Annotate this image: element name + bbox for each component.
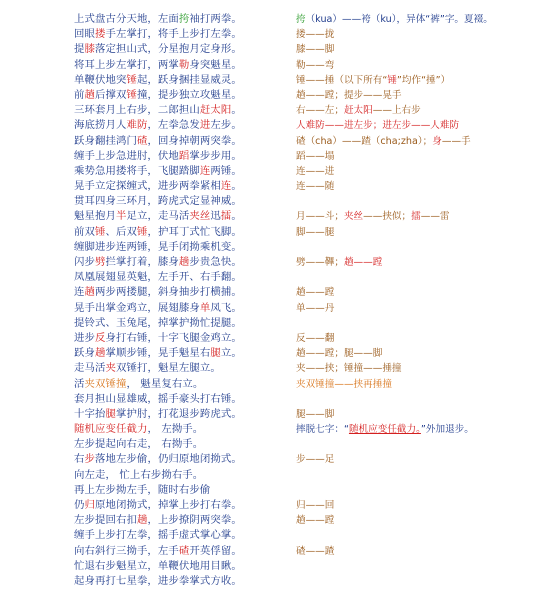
highlighted-char: 挎 <box>178 13 190 25</box>
verse-text: 乘势急用搂将手，飞腿踏脚 <box>74 164 200 177</box>
annotation-text: 人难防——进左步； <box>296 120 383 132</box>
verse-text: 向右斜行三拗手，左手 <box>74 544 179 557</box>
highlighted-char: 半 <box>115 210 127 223</box>
verse-text: 左步提起向右走， 右拗手。 <box>74 438 204 451</box>
verse-line <box>74 574 292 589</box>
verse-line <box>74 164 292 179</box>
annotation-column <box>296 12 556 589</box>
annotation-spacer <box>296 194 556 209</box>
verse-text: 向左走， 忙上右步拗右手。 <box>74 468 204 481</box>
verse-text: 左步提回右扣 <box>74 514 137 527</box>
annotation-spacer <box>296 468 556 483</box>
verse-line <box>74 42 292 57</box>
verse-line <box>74 285 292 300</box>
annotation-line <box>296 422 556 437</box>
verse-text: 起身再打七星拳，进步拳掌式方收。 <box>74 574 242 587</box>
annotation-text: 连——进 <box>296 165 335 177</box>
verse-line <box>74 361 292 376</box>
verse-text: 拦掌打着，膝身 <box>105 256 179 268</box>
verse-text: 右 <box>74 453 85 466</box>
verse-text: 三环套月上右步，二郎担山 <box>74 104 200 117</box>
annotation-line <box>296 12 556 27</box>
annotation-line <box>296 377 556 392</box>
verse-text: 迅 <box>210 210 221 223</box>
verse-text: 跃身 <box>74 347 95 360</box>
annotation-text: 腿——脚 <box>343 348 383 360</box>
verse-text: 上式盘古分天地，左面 <box>74 13 179 25</box>
verse-text: 缠脚进步连两锤，晃手闭拗乘机变。 <box>74 240 242 253</box>
verse-text: 晃手出掌金鸡立，展翅膝身 <box>74 301 200 314</box>
verse-text: 缠手上步急进肘，伏地 <box>74 149 179 162</box>
verse-text: 回眼 <box>74 28 95 41</box>
verse-text: 晃手立定探缠式，进步两拳紧相 <box>74 180 221 193</box>
annotation-line <box>296 513 556 528</box>
verse-line <box>74 12 292 27</box>
verse-text: 。 <box>231 180 242 193</box>
verse-text: 掌护肘，打花退步跨虎式。 <box>115 407 242 420</box>
annotation-line <box>296 498 556 513</box>
annotation-text: 随机应变任截力。 <box>348 424 421 436</box>
verse-text: 将耳上步左掌打，两掌 <box>74 58 179 71</box>
verse-text: 两步两搂腿，斜身抽步打横捕。 <box>95 286 242 299</box>
verse-line <box>74 134 292 149</box>
annotation-text: 摔脱七字：“ <box>296 424 349 436</box>
annotation-text: 碴——蹅 <box>296 545 335 557</box>
annotation-text: 进左步——人难防 <box>382 120 460 132</box>
annotation-line <box>296 544 556 559</box>
annotation-line <box>296 27 556 42</box>
verse-line <box>74 240 292 255</box>
verse-text: 。 <box>231 210 242 223</box>
verse-text: 起，跃身捆挂显威灵。 <box>136 73 242 86</box>
verse-text: 套月担山显雄威，摇手豪头打右锤。 <box>74 392 242 405</box>
annotation-line <box>296 361 556 376</box>
highlighted-char: 步 <box>84 453 95 466</box>
verse-line <box>74 513 292 528</box>
highlighted-char: 锤 <box>126 73 137 86</box>
annotation-line <box>296 225 556 240</box>
verse-text: 身打右锤，十字飞腿金鸡立。 <box>105 331 242 344</box>
highlighted-char: 腿 <box>105 407 116 420</box>
annotation-line <box>296 407 556 422</box>
verse-text: 落定担山式，分星抱月定身形。 <box>95 43 242 56</box>
annotation-spacer <box>296 240 556 255</box>
highlighted-char: 锤 <box>126 88 137 101</box>
verse-text: 凤凰展翅显英魁，左手开、右手翻。 <box>74 271 242 284</box>
annotation-text: 步——足 <box>296 454 335 466</box>
highlighted-char: 擂 <box>220 210 232 223</box>
verse-text: 前双 <box>74 225 95 238</box>
annotation-line <box>296 88 556 103</box>
highlighted-char: 进 <box>199 119 211 132</box>
annotation-text: ——雷 <box>420 211 450 223</box>
verse-text: 十字抬 <box>74 407 106 420</box>
annotation-text: 锤——捶（以下所有“ <box>296 74 388 86</box>
verse-text: ，护耳丁式忙飞脚。 <box>147 225 242 238</box>
annotation-line <box>296 149 556 164</box>
annotation-text: 右——左； <box>296 105 344 117</box>
verse-line <box>74 149 292 164</box>
annotation-text: ”均作“捶”） <box>396 74 451 86</box>
verse-text: 步贵急快。 <box>189 256 242 268</box>
verse-text: 掌顺步锤，晃手魁星右 <box>105 347 211 360</box>
verse-line <box>74 468 292 483</box>
annotation-text: 归——回 <box>296 500 335 511</box>
highlighted-char: 夹丝 <box>189 210 211 223</box>
annotation-line <box>296 452 556 467</box>
verse-line <box>74 270 292 285</box>
annotation-text: 趟——蹚； <box>296 348 344 360</box>
verse-line <box>74 316 292 331</box>
verse-text: 单鞭伏地突 <box>74 73 127 86</box>
annotation-line <box>296 209 556 224</box>
highlighted-char: 膝 <box>84 43 95 56</box>
annotation-line <box>296 285 556 300</box>
verse-text: 身突魁星。 <box>189 58 242 71</box>
verse-text: 足立，走马活 <box>126 210 190 223</box>
verse-line <box>74 346 292 361</box>
verse-text: 撞，提步独立攻魁星。 <box>136 88 242 101</box>
verse-text: 掌步步用。 <box>189 149 242 162</box>
annotation-text: ”外加退步。 <box>420 424 474 436</box>
verse-text: 走马活 <box>74 362 106 375</box>
highlighted-char: 连 <box>199 164 211 177</box>
annotation-spacer <box>296 559 556 574</box>
verse-text: 立。 <box>220 347 242 360</box>
verse-text: 双锤打，魁星左腿立。 <box>115 362 221 375</box>
annotation-line <box>296 255 556 270</box>
highlighted-char: 随机应变任截力 <box>74 423 148 436</box>
verse-line <box>74 392 292 407</box>
verse-text: ， 左拗手。 <box>147 423 204 436</box>
annotation-text: 夹双锤撞——挟再捶撞 <box>296 378 392 390</box>
verse-text: 闪步 <box>74 256 95 268</box>
verse-text: 进步 <box>74 331 95 344</box>
highlighted-char: 劈 <box>94 256 106 268</box>
annotation-line <box>296 331 556 346</box>
verse-line <box>74 209 292 224</box>
annotation-text: 挎 <box>296 14 306 25</box>
verse-line <box>74 58 292 73</box>
annotation-line <box>296 346 556 361</box>
verse-text: 跃身翻挂鸿门 <box>74 134 137 147</box>
annotation-line <box>296 103 556 118</box>
verse-line <box>74 483 292 498</box>
annotation-text: 脚——腿 <box>296 226 335 238</box>
highlighted-char: 赶太阳 <box>199 104 232 117</box>
verse-text: 缠手上步打左拳，摇手虚式掌心掌。 <box>74 529 242 542</box>
annotation-line <box>296 73 556 88</box>
annotation-spacer <box>296 270 556 285</box>
annotation-spacer <box>296 528 556 543</box>
verse-text: 左步。 <box>210 119 242 132</box>
verse-line <box>74 103 292 118</box>
annotation-text: 蹈——塌 <box>296 150 335 162</box>
annotation-text: ——上右步 <box>372 105 421 117</box>
highlighted-char: 连 <box>220 180 232 193</box>
annotation-text: 提步——晃手 <box>343 89 402 101</box>
annotation-spacer <box>296 437 556 452</box>
annotation-text: （kua）—— <box>305 14 362 25</box>
annotation-text: 单——丹 <box>296 302 335 314</box>
verse-text: 活 <box>74 377 85 390</box>
annotation-text: 碴（cha）——蹅（cha;zha）； <box>296 135 433 147</box>
verse-line <box>74 179 292 194</box>
annotation-text: 赶太阳 <box>343 105 373 117</box>
annotation-line <box>296 118 556 133</box>
verse-line <box>74 437 292 452</box>
verse-line <box>74 301 292 316</box>
annotation-text: 膝——脚 <box>296 44 335 56</box>
verse-text: 开英俘留。 <box>189 544 242 557</box>
highlighted-char: 单 <box>199 301 211 314</box>
verse-text: 连 <box>74 286 85 299</box>
highlighted-char: 反 <box>94 331 106 344</box>
highlighted-char: 趟 <box>94 347 106 360</box>
annotation-text: 锤 <box>387 74 397 86</box>
verse-line <box>74 407 292 422</box>
annotation-text: 勒——弯 <box>296 59 335 71</box>
annotation-text: 反——翻 <box>296 332 335 344</box>
annotation-text: 趟——蹚 <box>296 287 335 299</box>
highlighted-char: 趟 <box>84 286 95 299</box>
highlighted-char: 碴 <box>178 544 190 557</box>
verse-text: 原地闭拗式，掉掌上步打右拳。 <box>95 499 242 511</box>
annotation-line <box>296 58 556 73</box>
verse-text: 后撑双 <box>95 88 127 101</box>
verse-text: 前 <box>74 88 85 101</box>
highlighted-char: 勒 <box>178 58 190 71</box>
verse-text: 两锤。 <box>210 164 242 177</box>
verse-line <box>74 194 292 209</box>
highlighted-char: 夹双锤撞 <box>84 377 127 390</box>
annotation-line <box>296 134 556 149</box>
verse-text: 提 <box>74 43 85 56</box>
highlighted-char: 趟 <box>84 88 95 101</box>
verse-text: 凤飞。 <box>210 301 242 314</box>
verse-text: 、后双 <box>105 225 137 238</box>
highlighted-char: 搂 <box>94 28 106 41</box>
verse-text: 仍 <box>74 499 85 511</box>
highlighted-char: 锤 <box>136 225 148 238</box>
verse-line <box>74 528 292 543</box>
annotation-text: 腿——脚 <box>296 408 335 420</box>
highlighted-char: 腿 <box>210 347 221 360</box>
annotation-text: 趟——蹚 <box>296 515 335 527</box>
annotation-text: 趟——蹚 <box>343 257 383 268</box>
annotation-text: ——挟似； <box>363 211 412 223</box>
annotation-text: 夹——挟； <box>296 363 344 375</box>
verse-line <box>74 88 292 103</box>
annotation-text: 月——斗； <box>296 211 344 223</box>
verse-line <box>74 544 292 559</box>
verse-line <box>74 559 292 574</box>
annotation-line <box>296 301 556 316</box>
verse-line <box>74 73 292 88</box>
verse-text: 手左掌打，将手上步打左拳。 <box>105 28 242 41</box>
annotation-text: 夹丝 <box>343 211 364 223</box>
annotation-line <box>296 164 556 179</box>
annotation-spacer <box>296 392 556 407</box>
annotation-text: 劈——鞸； <box>296 257 344 268</box>
verse-text: 贯耳四身三环月，跨虎式定显神威。 <box>74 195 242 208</box>
verse-line <box>74 331 292 346</box>
annotation-text: 搂——拢 <box>296 29 335 41</box>
verse-text: 袖打两拳。 <box>189 13 242 25</box>
verse-line <box>74 118 292 133</box>
highlighted-char: 归 <box>84 499 95 511</box>
verse-text: 落地左步偷，仍归原地闭拗式。 <box>95 453 242 466</box>
verse-text: 。 <box>231 104 242 117</box>
verse-column <box>74 12 292 589</box>
verse-text: 海底捞月人 <box>74 119 127 132</box>
verse-text: ，上步撩阴两突拳。 <box>147 514 242 527</box>
highlighted-char: 难防 <box>126 119 148 132</box>
verse-text: 忙退右步魁星立，单鞭伏地用目瞅。 <box>74 559 242 572</box>
verse-line <box>74 225 292 240</box>
annotation-text: 锤撞——捶撞 <box>343 363 402 375</box>
verse-line <box>74 452 292 467</box>
annotation-text: ——手 <box>441 135 471 147</box>
verse-text: 再上左步拗左手，随时右步偷 <box>74 483 211 496</box>
highlighted-char: 夹 <box>105 362 116 375</box>
annotation-text: 连——随 <box>296 181 335 193</box>
highlighted-char: 锤 <box>94 225 106 238</box>
verse-line <box>74 255 292 270</box>
annotation-text: （ku），异体“裤”字。夏裰。 <box>370 14 493 25</box>
annotation-text: 身 <box>432 135 442 147</box>
verse-text: ，回身掉朝两突拳。 <box>147 134 242 147</box>
verse-text: ， 魁星复右立。 <box>126 377 204 390</box>
highlighted-char: 趟 <box>136 514 148 527</box>
highlighted-char: 趟 <box>178 256 190 268</box>
annotation-spacer <box>296 316 556 331</box>
annotation-text: 擂 <box>411 211 421 223</box>
verse-line <box>74 498 292 513</box>
annotation-spacer <box>296 574 556 589</box>
verse-line <box>74 422 292 437</box>
verse-text: 提铃式、玉兔尾，掉掌护拗忙提腿。 <box>74 316 242 329</box>
annotation-line <box>296 42 556 57</box>
verse-text: 魁星抱月 <box>74 210 116 223</box>
annotation-text: 袴 <box>361 14 371 25</box>
highlighted-char: 碴 <box>136 134 148 147</box>
verse-text: ，左拳急发 <box>147 119 200 132</box>
verse-line <box>74 377 292 392</box>
verse-line <box>74 27 292 42</box>
annotation-text: 趟——蹚； <box>296 89 344 101</box>
annotation-spacer <box>296 483 556 498</box>
annotation-line <box>296 179 556 194</box>
highlighted-char: 蹈 <box>178 149 190 162</box>
